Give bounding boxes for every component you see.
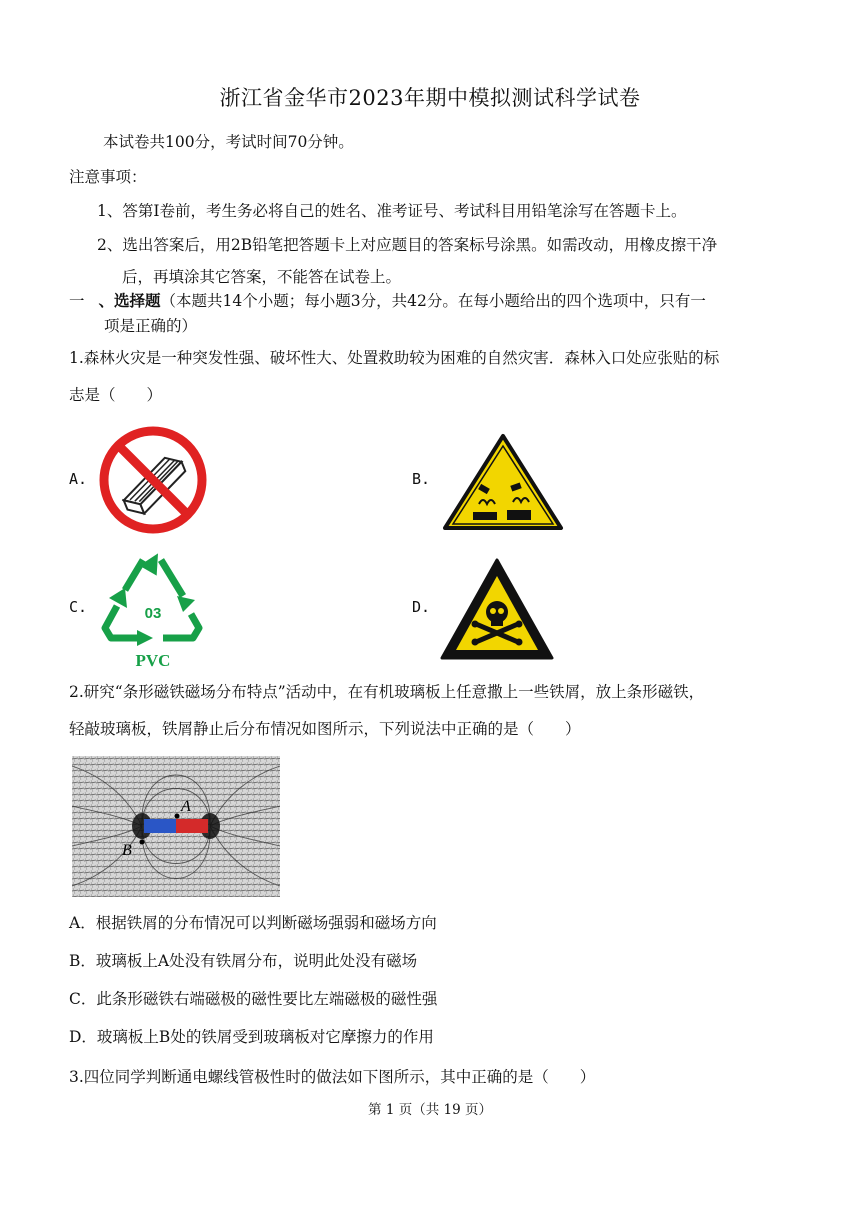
notice-heading: 注意事项：	[69, 168, 147, 186]
point-a-label: A	[181, 798, 191, 815]
q2-option-b: B．玻璃板上A处没有铁屑分布，说明此处没有磁场	[69, 952, 418, 970]
q1-option-a-label: A.	[69, 470, 88, 488]
question-1-stem: 1.森林火灾是一种突发性强、破坏性大、处置救助较为困难的自然灾害．森林入口处应张贴的标	[69, 349, 720, 367]
corrosive-warning-icon	[441, 432, 565, 532]
q1-option-c-label: C.	[69, 598, 88, 616]
point-b-label: B	[122, 842, 132, 859]
question-2-stem: 2.研究“条形磁铁磁场分布特点”活动中，在有机玻璃板上任意撒上一些铁屑，放上条形磁铁，	[69, 683, 705, 701]
section-name: 、选择题	[98, 291, 161, 310]
q2-option-d: D．玻璃板上B处的铁屑受到玻璃板对它摩擦力的作用	[69, 1028, 434, 1046]
notice-item-2: 2、选出答案后，用2B铅笔把答题卡上对应题目的答案标号涂黑。如需改动，用橡皮擦干净	[97, 236, 718, 254]
section-desc-cont: 项是正确的）	[104, 317, 198, 335]
page-footer: 第 1 页（共 19 页）	[368, 1102, 492, 1118]
question-3-stem: 3.四位同学判断通电螺线管极性时的做法如下图所示，其中正确的是（ ）	[69, 1068, 596, 1086]
toxic-warning-icon	[440, 556, 555, 662]
paper-title: 浙江省金华市2023年期中模拟测试科学试卷	[219, 86, 641, 110]
section-desc: （本题共14个小题；每小题3分，共42分。在每小题给出的四个选项中，只有一	[160, 292, 706, 310]
recycle-code: 03	[144, 605, 162, 622]
q2-option-a: A．根据铁屑的分布情况可以判断磁场强弱和磁场方向	[69, 914, 437, 932]
magnet-filings-figure	[72, 756, 280, 897]
q1-option-b-label: B.	[412, 470, 431, 488]
q2-option-c: C．此条形磁铁右端磁极的磁性要比左端磁极的磁性强	[69, 990, 438, 1008]
recycle-label: PVC	[135, 651, 171, 670]
pvc-recycle-icon	[97, 548, 209, 672]
question-2-stem-cont: 轻敲玻璃板，铁屑静止后分布情况如图所示，下列说法中正确的是（ ）	[69, 720, 581, 738]
intro-text: 本试卷共100分，考试时间70分钟。	[103, 133, 354, 151]
q1-option-d-label: D.	[412, 598, 431, 616]
notice-item-2-cont: 后，再填涂其它答案，不能答在试卷上。	[122, 268, 402, 286]
notice-item-1: 1、答第Ⅰ卷前，考生务必将自己的姓名、准考证号、考试科目用铅笔涂写在答题卡上。	[97, 202, 687, 220]
question-1-stem-cont: 志是（ ）	[69, 386, 163, 404]
no-fire-sign-icon	[97, 424, 209, 536]
section-number: 一	[69, 292, 85, 310]
section-heading	[69, 290, 706, 312]
